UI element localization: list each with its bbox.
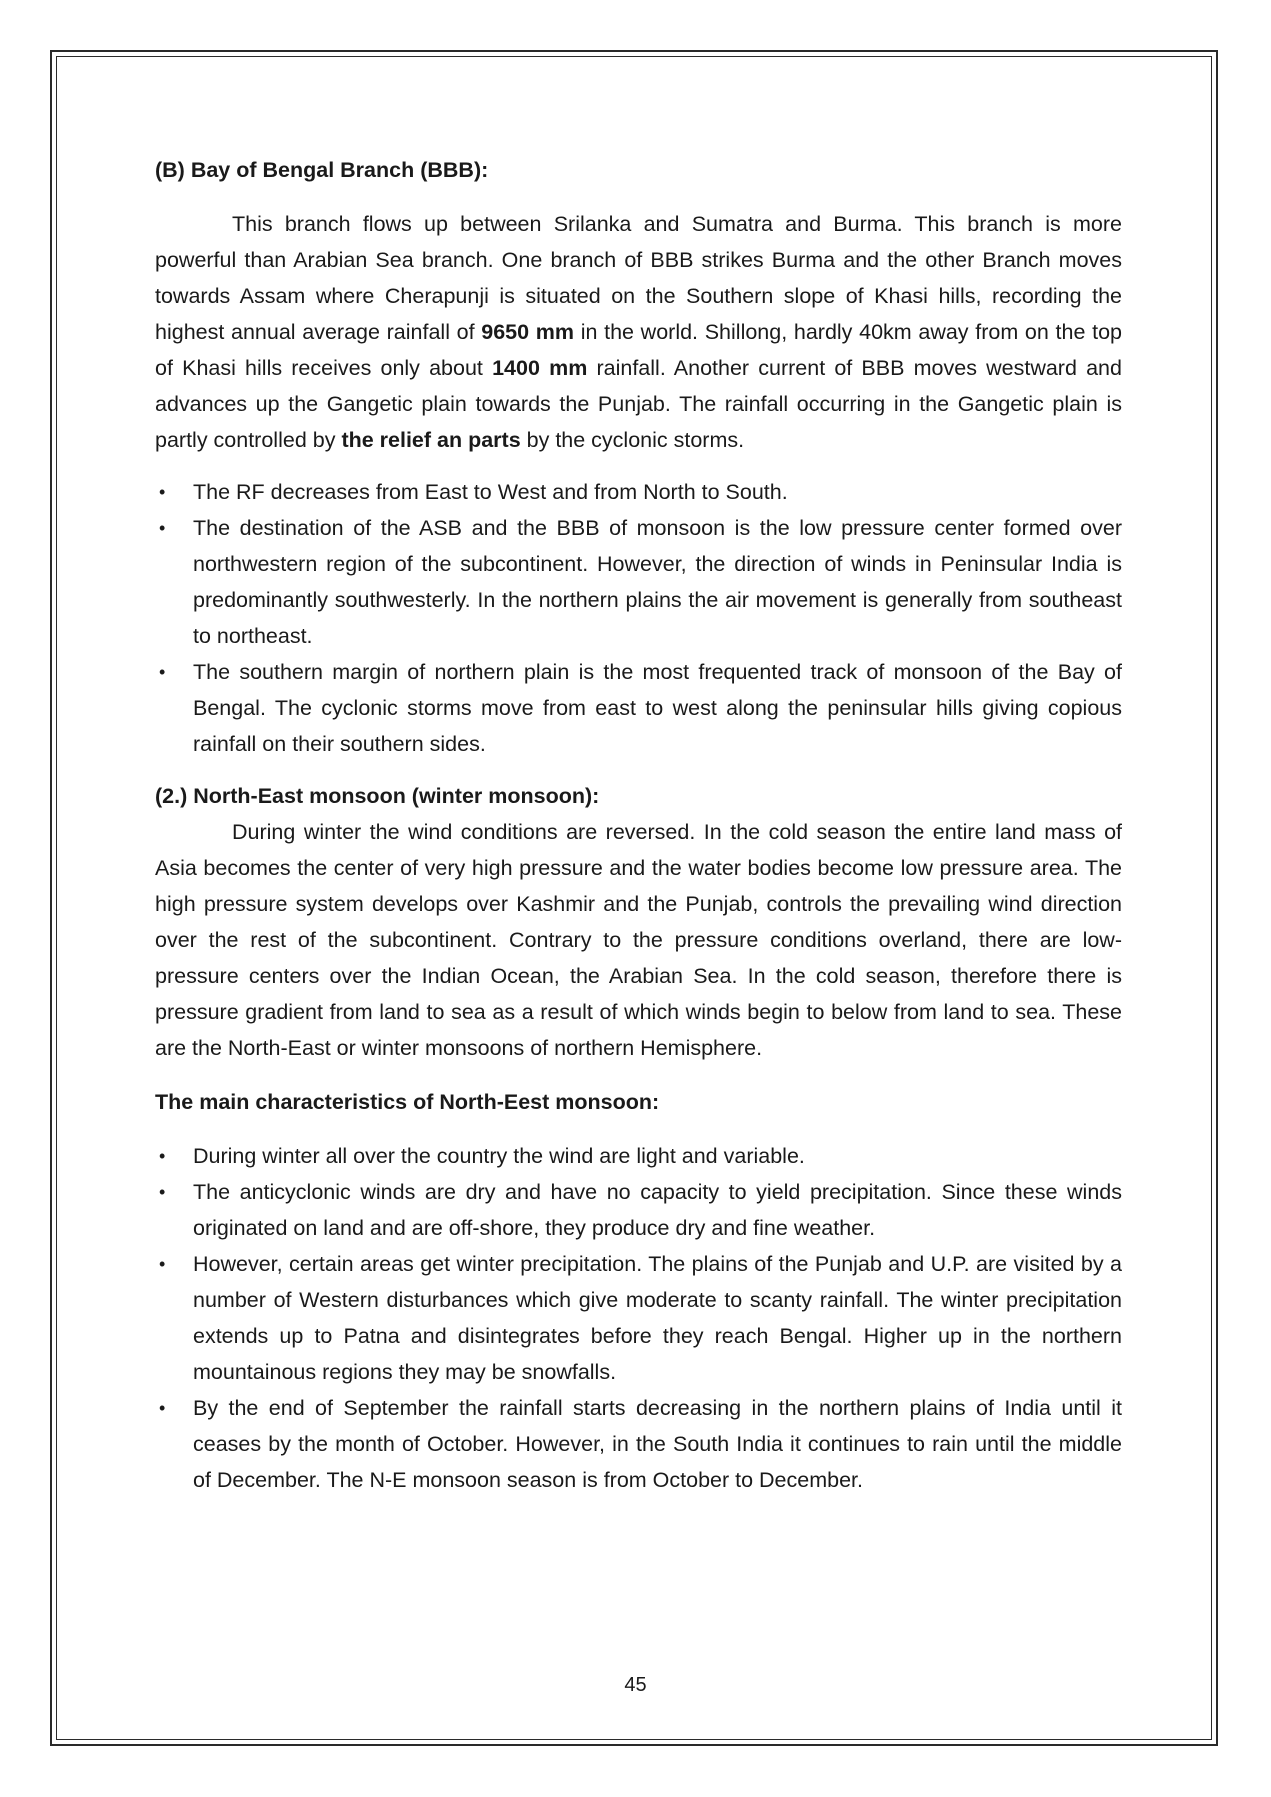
text-run: This branch flows up between Srilanka and Sumatra and Burma. This branch is more powerful than Arabian Sea branch. One branch of BBB strikes Burma and the other Branch moves towards Assam where Cherapunji is situated on the Southern slope of Khasi hills, recording the highest annual average rainfall of: [155, 212, 1122, 344]
section-2-paragraph: During winter the wind conditions are reversed. In the cold season the entire land mass of Asia becomes the center of very high pressure and the water bodies become low pressure area. The high pressure system develops over Kashmir and the Punjab, controls the prevailing wind direction over the rest of the subcontinent. Contrary to the pressure conditions overland, there are low-pressure centers over the Indian Ocean, the Arabian Sea. In the cold season, therefore there is pressure gradient from land to sea as a result of which winds begin to below from land to sea. These are the North-East or winter monsoons of northern Hemisphere.: [155, 820, 1122, 1060]
list-item-text: The RF decreases from East to West and from North to South.: [193, 480, 788, 504]
spacer: [155, 188, 1122, 206]
spacer: [155, 1066, 1122, 1084]
list-item: [155, 1174, 1122, 1246]
spacer: [155, 458, 1122, 474]
section-b-paragraph: [155, 206, 1122, 458]
bold-run: 9650 mm: [481, 320, 575, 344]
section-b-heading: (B) Bay of Bengal Branch (BBB):: [155, 158, 489, 182]
bullet-icon: •: [159, 662, 166, 682]
spacer: [155, 762, 1122, 778]
bullet-icon: •: [159, 482, 166, 502]
page-content: [155, 152, 1122, 1498]
list-item-text: The anticyclonic winds are dry and have no capacity to yield precipitation. Since these winds originated on land and are off-shore, they produce dry and fine weather.: [193, 1180, 1122, 1240]
section-2-heading: (2.) North-East monsoon (winter monsoon):: [155, 784, 600, 808]
list-item-text: However, certain areas get winter precipitation. The plains of the Punjab and U.P. are visited by a number of Western disturbances which give moderate to scanty rainfall. The winter precipitation extends up to Patna and disintegrates before they reach Bengal. Higher up in the northern mountainous regions they may be snowfalls.: [193, 1252, 1122, 1384]
list-item-text: The southern margin of northern plain is the most frequented track of monsoon of the Bay of Bengal. The cyclonic storms move from east to west along the peninsular hills giving copious rainfall on their southern sides.: [193, 660, 1122, 756]
list-item: [155, 1390, 1122, 1498]
list-item: [155, 1138, 1122, 1174]
section-b-bullet-list: [155, 474, 1122, 762]
list-item: [155, 654, 1122, 762]
text-run: in the world. Shillong, hardly 40km away from on the top of Khasi hills receives only about: [155, 320, 1122, 380]
list-item: [155, 1246, 1122, 1390]
characteristics-heading: The main characteristics of North-Eest monsoon:: [155, 1090, 660, 1114]
list-item: [155, 474, 1122, 510]
list-item-text: The destination of the ASB and the BBB of monsoon is the low pressure center formed over northwestern region of the subcontinent. However, the direction of winds in Peninsular India is predominantly southwesterly. In the northern plains the air movement is generally from southeast to northeast.: [193, 516, 1122, 648]
characteristics-bullet-list: [155, 1138, 1122, 1498]
bullet-icon: •: [159, 1398, 166, 1418]
list-item: [155, 510, 1122, 654]
bullet-icon: •: [159, 1182, 166, 1202]
list-item-text: By the end of September the rainfall starts decreasing in the northern plains of India until it ceases by the month of October. However, in the South India it continues to rain until the middle of December. The N-E monsoon season is from October to December.: [193, 1396, 1122, 1492]
bullet-icon: •: [159, 1146, 166, 1166]
bold-run: the relief an parts: [341, 428, 521, 452]
bullet-icon: •: [159, 518, 166, 538]
spacer: [155, 1120, 1122, 1138]
bullet-icon: •: [159, 1254, 166, 1274]
text-run: by the cyclonic storms.: [520, 428, 745, 452]
page-number: 45: [624, 1674, 647, 1696]
bold-run: 1400 mm: [492, 356, 588, 380]
text-run: rainfall. Another current of BBB moves westward and advances up the Gangetic plain towards the Punjab. The rainfall occurring in the Gangetic plain is partly controlled by: [155, 356, 1122, 452]
list-item-text: During winter all over the country the wind are light and variable.: [193, 1144, 805, 1168]
